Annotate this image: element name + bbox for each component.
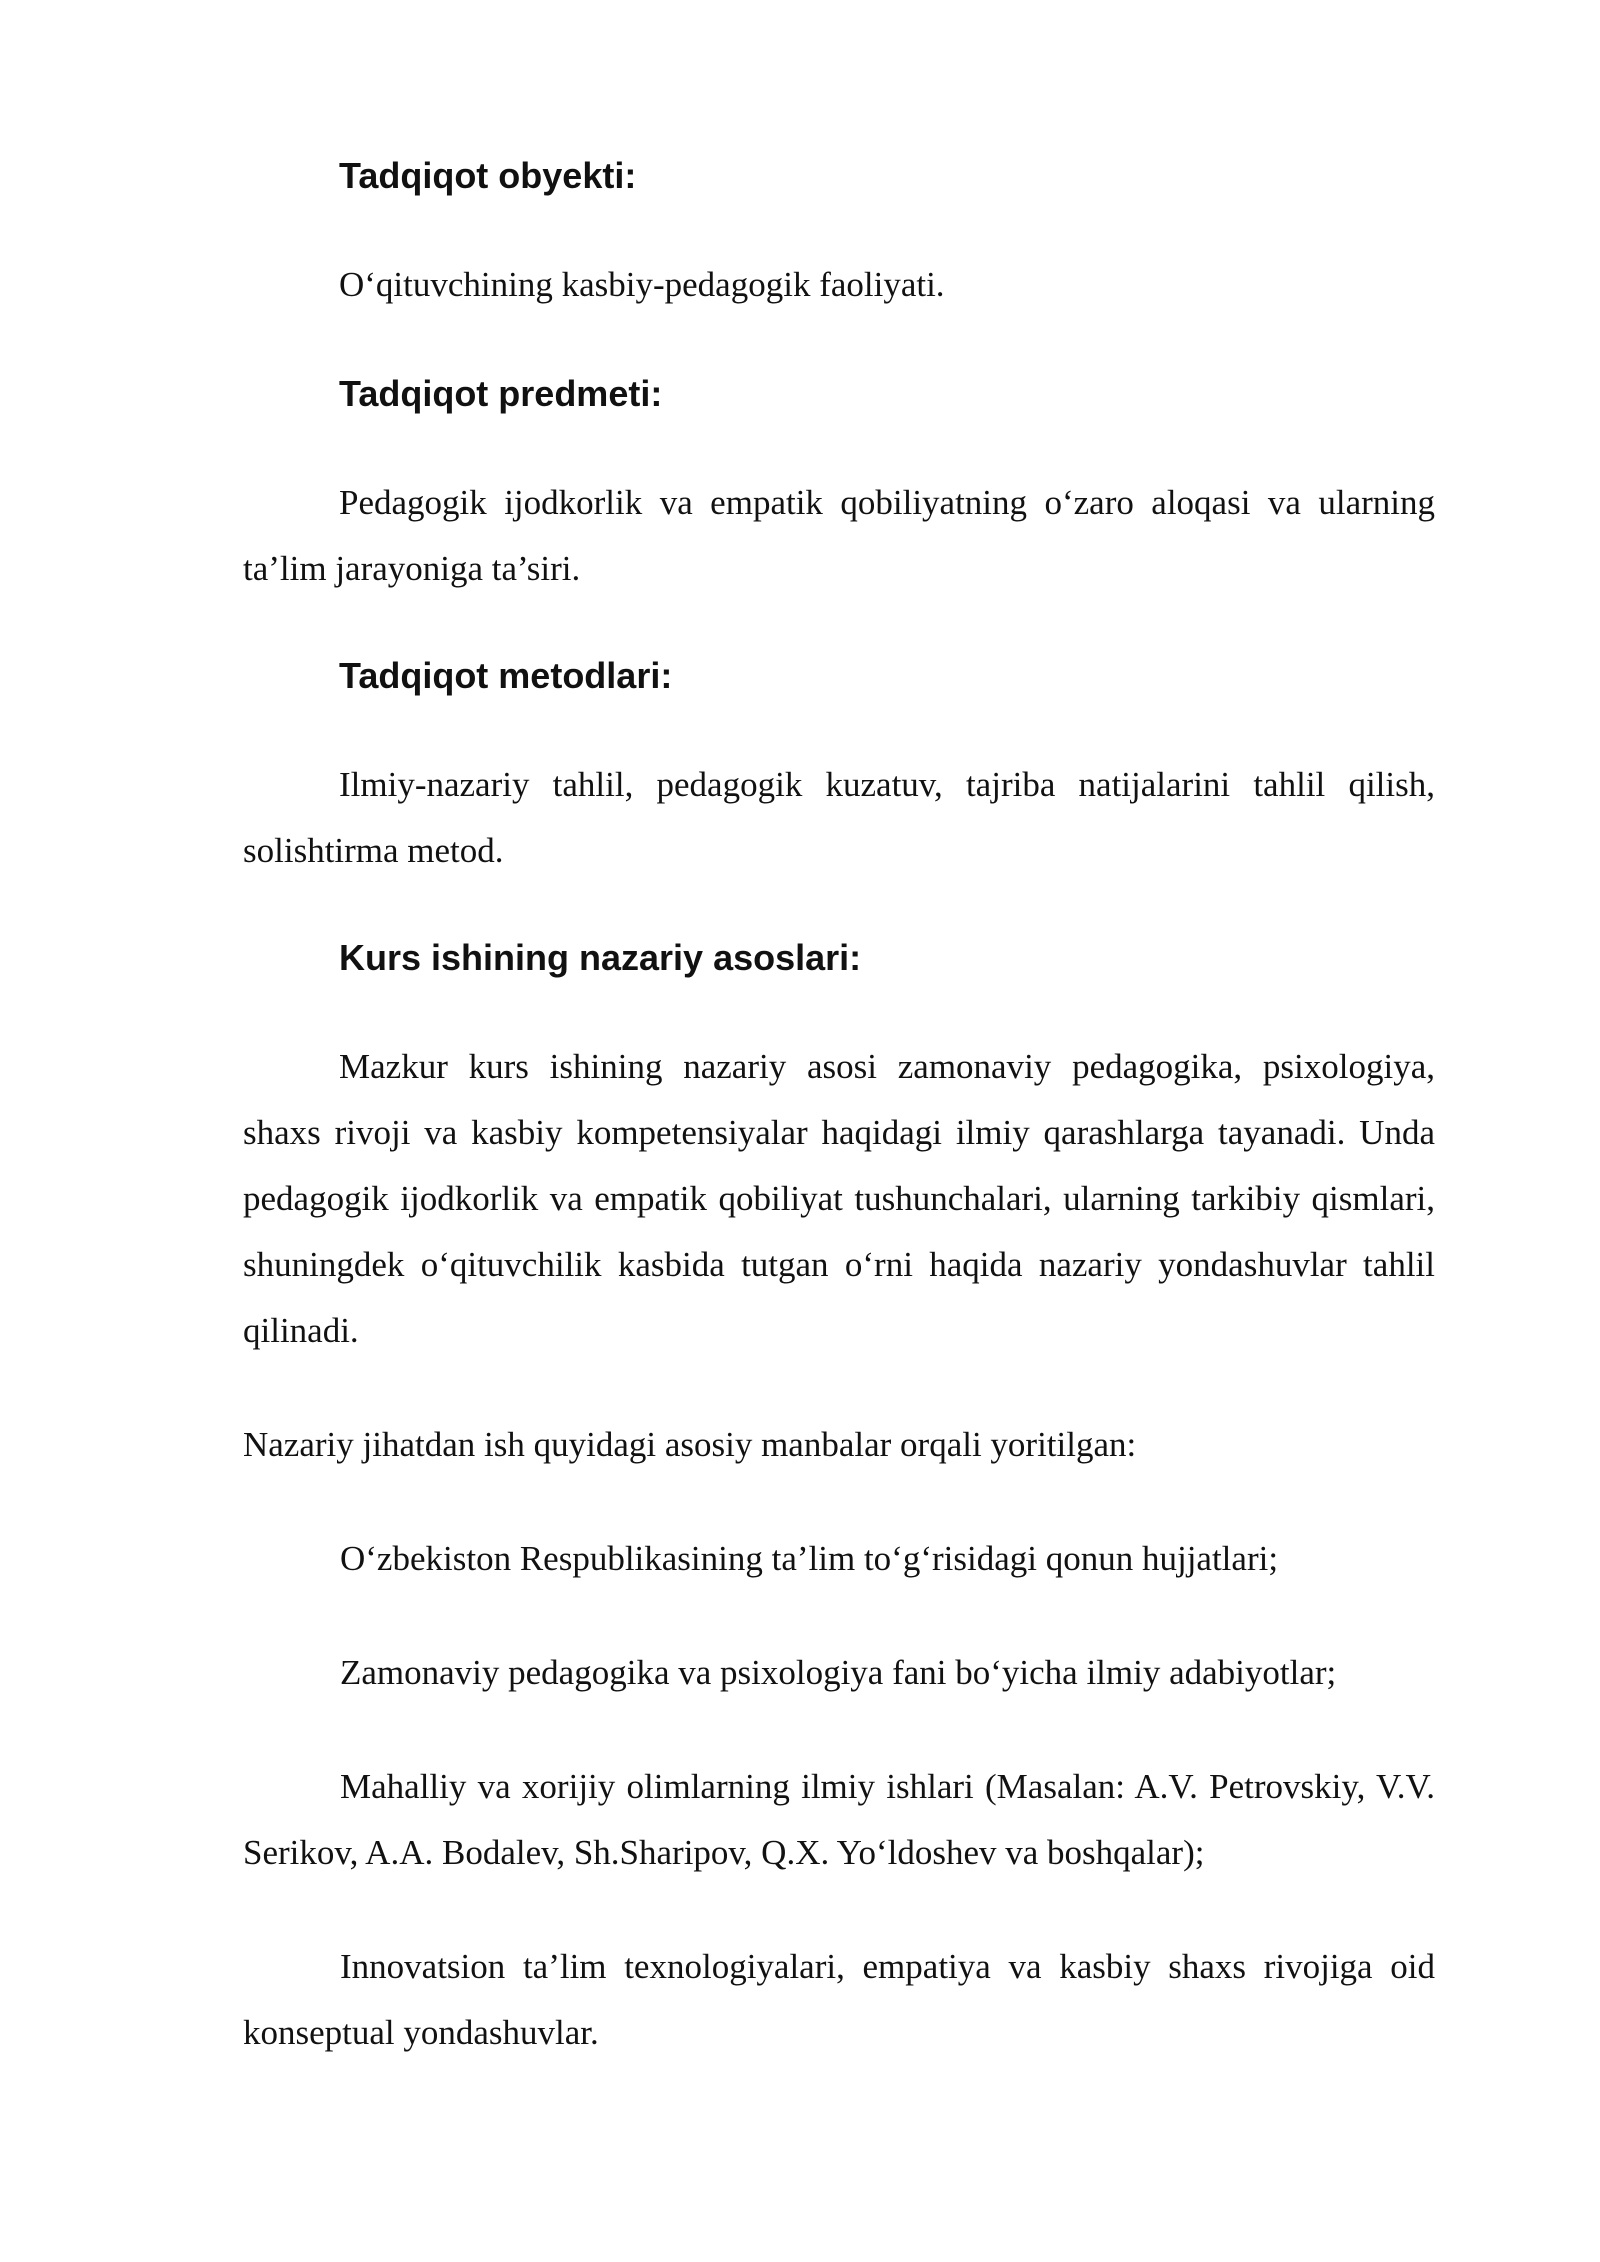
- section-heading-subject: Tadqiqot predmeti:: [339, 373, 663, 414]
- source-item-law: O‘zbekiston Respublikasining ta’lim to‘g‘risidagi qonun hujjatlari;: [340, 1539, 1279, 1578]
- section-heading-methods: Tadqiqot metodlari:: [339, 655, 673, 696]
- section-text-methods: Ilmiy-nazariy tahlil, pedagogik kuzatuv, tajriba natijalarini tahlil qilish, solishtirma metod.: [243, 765, 1435, 870]
- section-heading-theory: Kurs ishining nazariy asoslari:: [339, 937, 862, 978]
- section-heading-object: Tadqiqot obyekti:: [339, 155, 637, 196]
- source-item-literature: Zamonaviy pedagogika va psixologiya fani bo‘yicha ilmiy adabiyotlar;: [340, 1653, 1337, 1692]
- section-text-subject: Pedagogik ijodkorlik va empatik qobiliyatning o‘zaro aloqasi va ularning ta’lim jarayoniga ta’siri.: [243, 483, 1435, 588]
- section-text-theory: Mazkur kurs ishining nazariy asosi zamonaviy pedagogika, psixologiya, shaxs rivoji va kasbiy kompetensiyalar haqidagi ilmiy qarashlarga tayanadi. Unda pedagogik ijodkorlik va empatik qobiliyat tushunchalari, ularning tarkibiy qismlari, shuningdek o‘qituvchilik kasbida tutgan o‘rni haqida nazariy yondashuvlar tahlil qilinadi.: [243, 1047, 1435, 1350]
- section-text-object: O‘qituvchining kasbiy-pedagogik faoliyati.: [339, 265, 945, 304]
- sources-intro: Nazariy jihatdan ish quyidagi asosiy manbalar orqali yoritilgan:: [243, 1425, 1137, 1464]
- source-item-technologies: Innovatsion ta’lim texnologiyalari, empatiya va kasbiy shaxs rivojiga oid konseptual yondashuvlar.: [243, 1947, 1435, 2052]
- source-item-scholars: Mahalliy va xorijiy olimlarning ilmiy ishlari (Masalan: A.V. Petrovskiy, V.V. Serikov, A.A. Bodalev, Sh.Sharipov, Q.X. Yo‘ldoshev va boshqalar);: [243, 1767, 1435, 1872]
- page-content: [243, 150, 1435, 2066]
